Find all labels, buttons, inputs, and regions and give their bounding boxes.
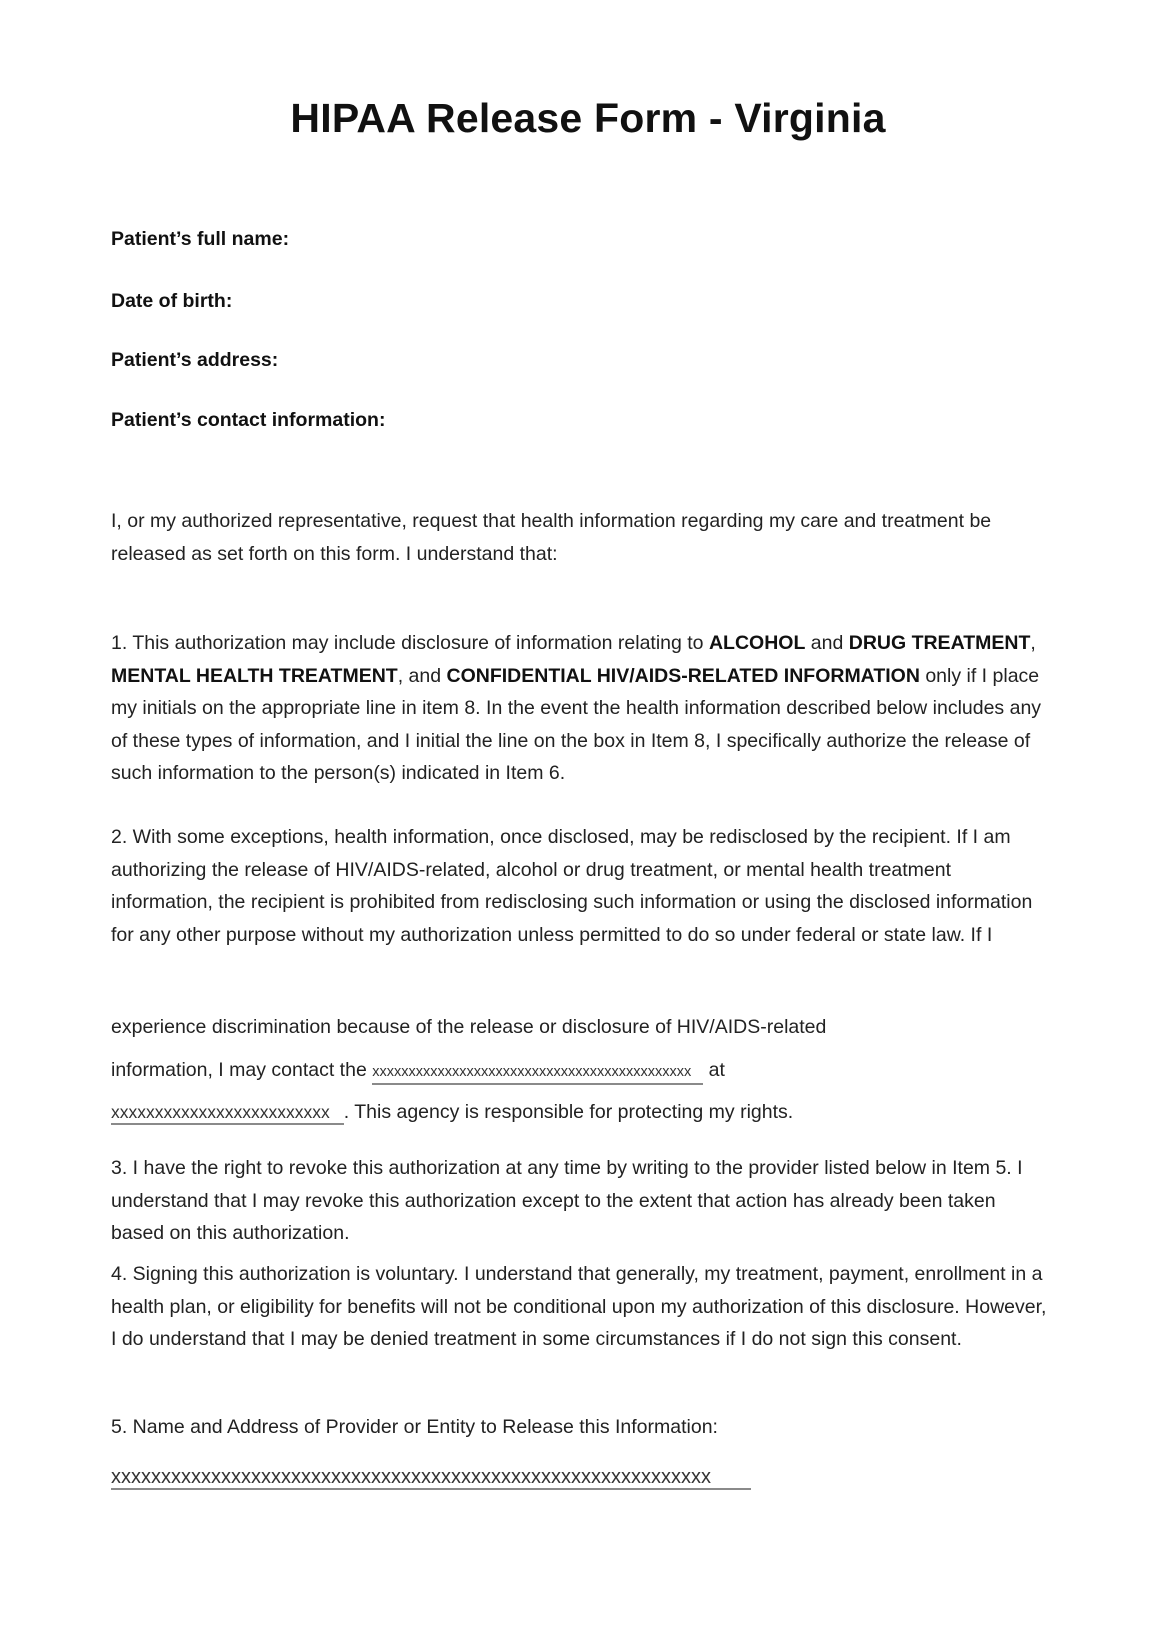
mental-health-treatment-bold: MENTAL HEALTH TREATMENT [111, 664, 398, 687]
agency-contact-field[interactable]: xxxxxxxxxxxxxxxxxxxxxxxxx [111, 1101, 344, 1125]
item-2-paragraph: 2. With some exceptions, health information, once disclosed, may be redisclosed by the recipient. If I am authorizing the release of HIV/AIDS-related, alcohol or drug treatment, or mental health treatment information, the recipient is prohibited from redisclosing such information or using the disclosed information for any other purpose without my authorization unless permitted to do so under federal or state law. If I [111, 826, 1033, 946]
item-1-text: , [1030, 632, 1036, 654]
item-2-text: information, I may contact the [111, 1059, 373, 1081]
patient-full-name-label: Patient’s full name: [111, 228, 290, 250]
item-1-text: , and [397, 664, 447, 687]
confidential-hiv-aids-bold: CONFIDENTIAL HIV/AIDS-RELATED INFORMATION [446, 664, 920, 687]
drug-treatment-bold: DRUG TREATMENT [848, 632, 1031, 654]
item-2-line-2: experience discrimination because of the release or disclosure of HIV/AIDS-related [111, 1016, 827, 1038]
provider-name-address-field[interactable]: xxxxxxxxxxxxxxxxxxxxxxxxxxxxxxxxxxxxxxxxxxxxxxxxxxxxxxxxxxxx [111, 1466, 751, 1490]
item-1-paragraph [111, 627, 1051, 790]
item-4-paragraph: 4. Signing this authorization is voluntary. I understand that generally, my treatment, payment, enrollment in a health plan, or eligibility for benefits will not be conditional upon my authorization of this disclosure. However, I do understand that I may be denied treatment in some circumstances if I do not sign this consent. [111, 1263, 1047, 1350]
agency-name-field[interactable]: xxxxxxxxxxxxxxxxxxxxxxxxxxxxxxxxxxxxxxxxxxxx [372, 1061, 703, 1085]
patient-contact-information-label: Patient’s contact information: [111, 409, 386, 431]
page-title: HIPAA Release Form - Virginia [290, 95, 886, 141]
date-of-birth-label: Date of birth: [111, 290, 233, 312]
item-2-text: at [703, 1059, 725, 1081]
item-5-label: 5. Name and Address of Provider or Entity to Release this Information: [111, 1416, 718, 1438]
alcohol-bold: ALCOHOL [708, 632, 806, 654]
item-5-line [111, 1466, 751, 1490]
item-1-text: and [805, 632, 849, 654]
item-2-text: . This agency is responsible for protecting my rights. [343, 1101, 794, 1123]
item-2-line-4 [111, 1101, 793, 1125]
item-3-paragraph: 3. I have the right to revoke this authorization at any time by writing to the provider listed below in Item 5. I understand that I may revoke this authorization except to the extent that action has already been taken based on this authorization. [111, 1157, 1023, 1244]
item-1-text: 1. This authorization may include disclosure of information relating to [111, 632, 709, 654]
item-2-line-3 [111, 1059, 725, 1085]
patient-address-label: Patient’s address: [111, 349, 279, 371]
intro-paragraph: I, or my authorized representative, request that health information regarding my care and treatment be released as set forth on this form. I understand that: [111, 510, 992, 565]
item-1-text: only if I place my initials on the appropriate line in item 8. In the event the health information described below includes any of these types of information, and I initial the line on the box in Item 8, I specifically authorize the release of such information to the person(s) indicated in Item 6. [111, 664, 1042, 784]
